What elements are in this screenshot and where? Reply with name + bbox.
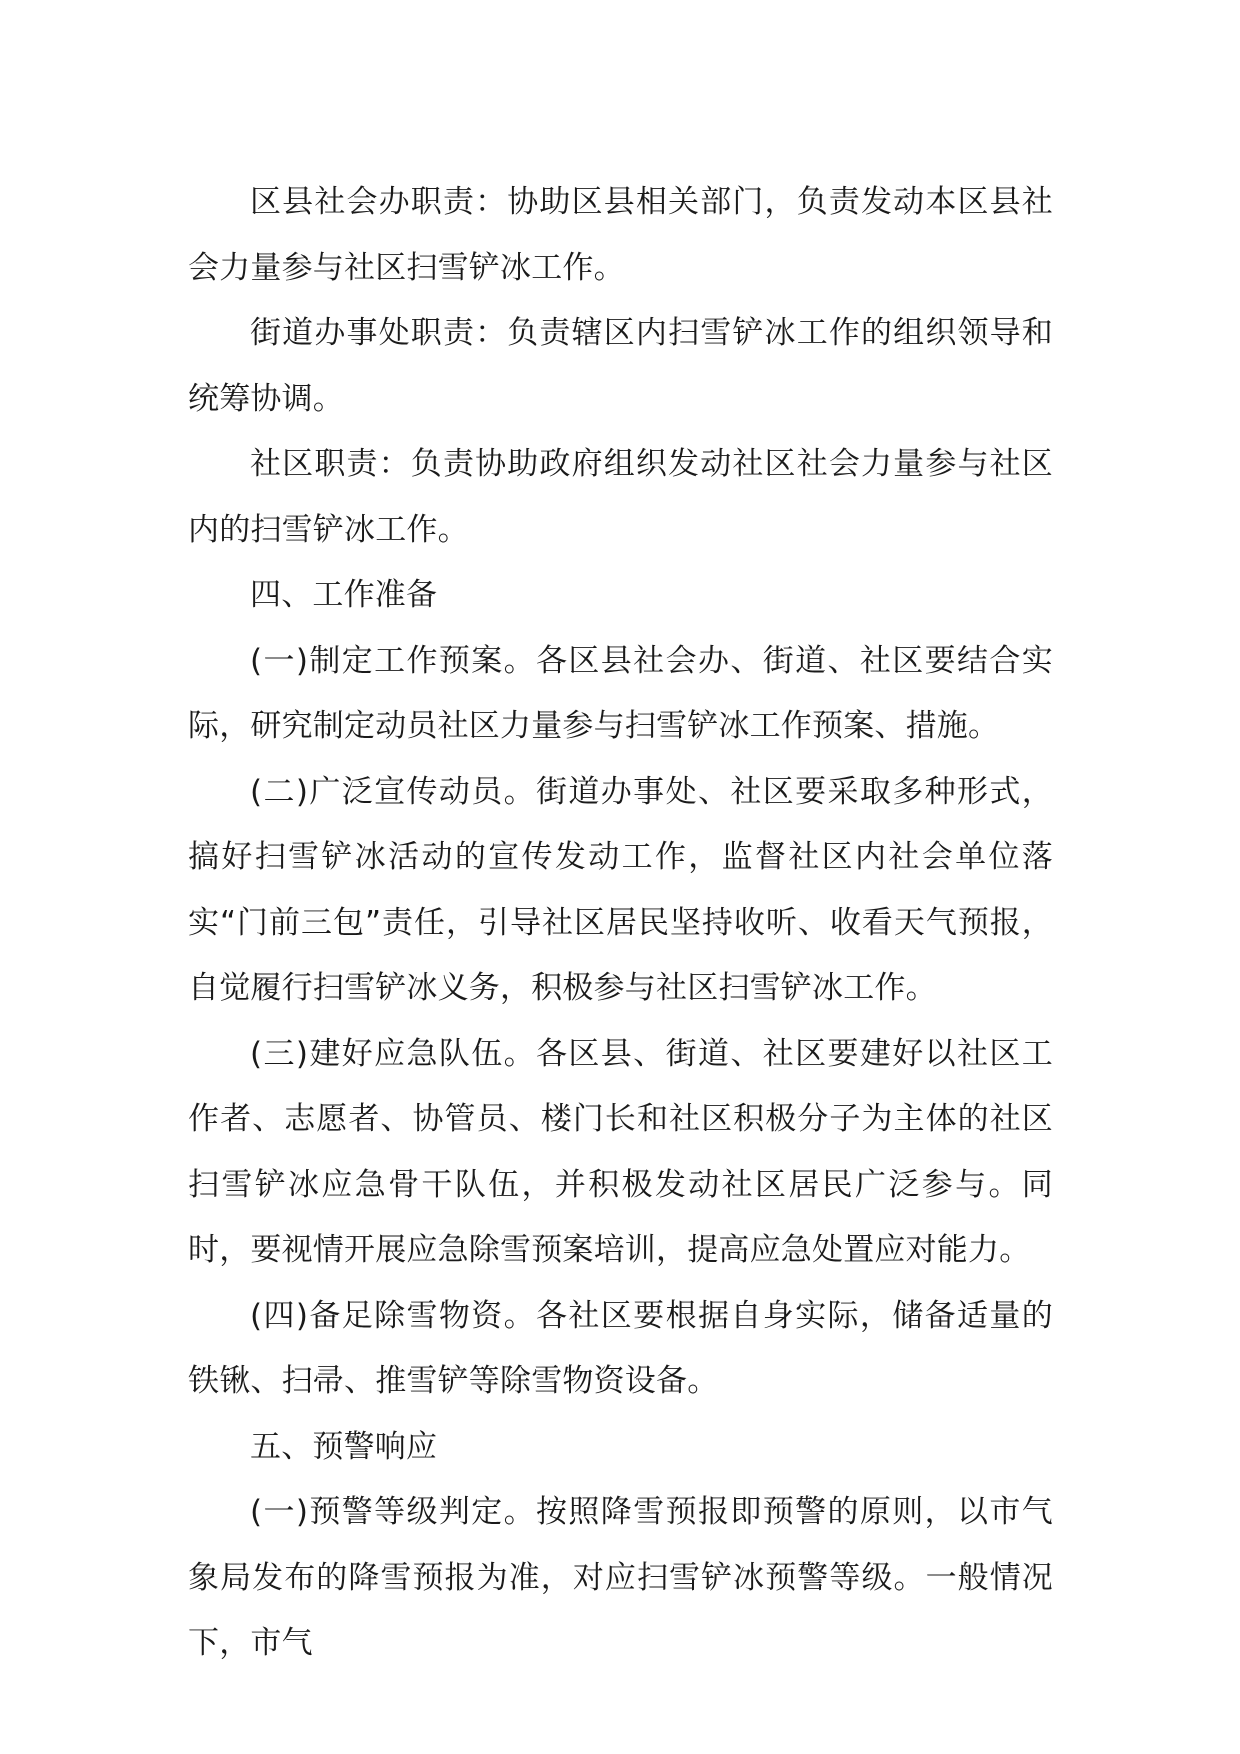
paragraph-warning-level: (一)预警等级判定。按照降雪预报即预警的原则，以市气象局发布的降雪预报为准，对应扫雪铲冰预警等级。一般情况下，市气 (188, 1494, 1053, 1661)
paragraph-snow-materials: (四)备足除雪物资。各社区要根据自身实际，储备适量的铁锹、扫帚、推雪铲等除雪物资设备。 (188, 1297, 1053, 1399)
paragraph-emergency-team: (三)建好应急队伍。各区县、街道、社区要建好以社区工作者、志愿者、协管员、楼门长和社区积极分子为主体的社区扫雪铲冰应急骨干队伍，并积极发动社区居民广泛参与。同时，要视情开展应急除雪预案培训，提高应急处置应对能力。 (188, 1035, 1053, 1268)
paragraph-district-social-office-duty: 区县社会办职责：协助区县相关部门，负责发动本区县社会力量参与社区扫雪铲冰工作。 (188, 184, 1053, 286)
section-heading-warning-response: 五、预警响应 (250, 1428, 438, 1465)
paragraph-work-plan: (一)制定工作预案。各区县社会办、街道、社区要结合实际，研究制定动员社区力量参与扫雪铲冰工作预案、措施。 (188, 642, 1053, 744)
document-page (188, 170, 1053, 1677)
paragraph-publicity-mobilization: (二)广泛宣传动员。街道办事处、社区要采取多种形式，搞好扫雪铲冰活动的宣传发动工作，监督社区内社会单位落实“门前三包”责任，引导社区居民坚持收听、收看天气预报，自觉履行扫雪铲冰义务，积极参与社区扫雪铲冰工作。 (188, 773, 1053, 1006)
section-heading-work-preparation: 四、工作准备 (250, 577, 438, 613)
paragraph-subdistrict-office-duty: 街道办事处职责：负责辖区内扫雪铲冰工作的组织领导和统筹协调。 (188, 315, 1053, 417)
paragraph-community-duty: 社区职责：负责协助政府组织发动社区社会力量参与社区内的扫雪铲冰工作。 (188, 446, 1053, 548)
